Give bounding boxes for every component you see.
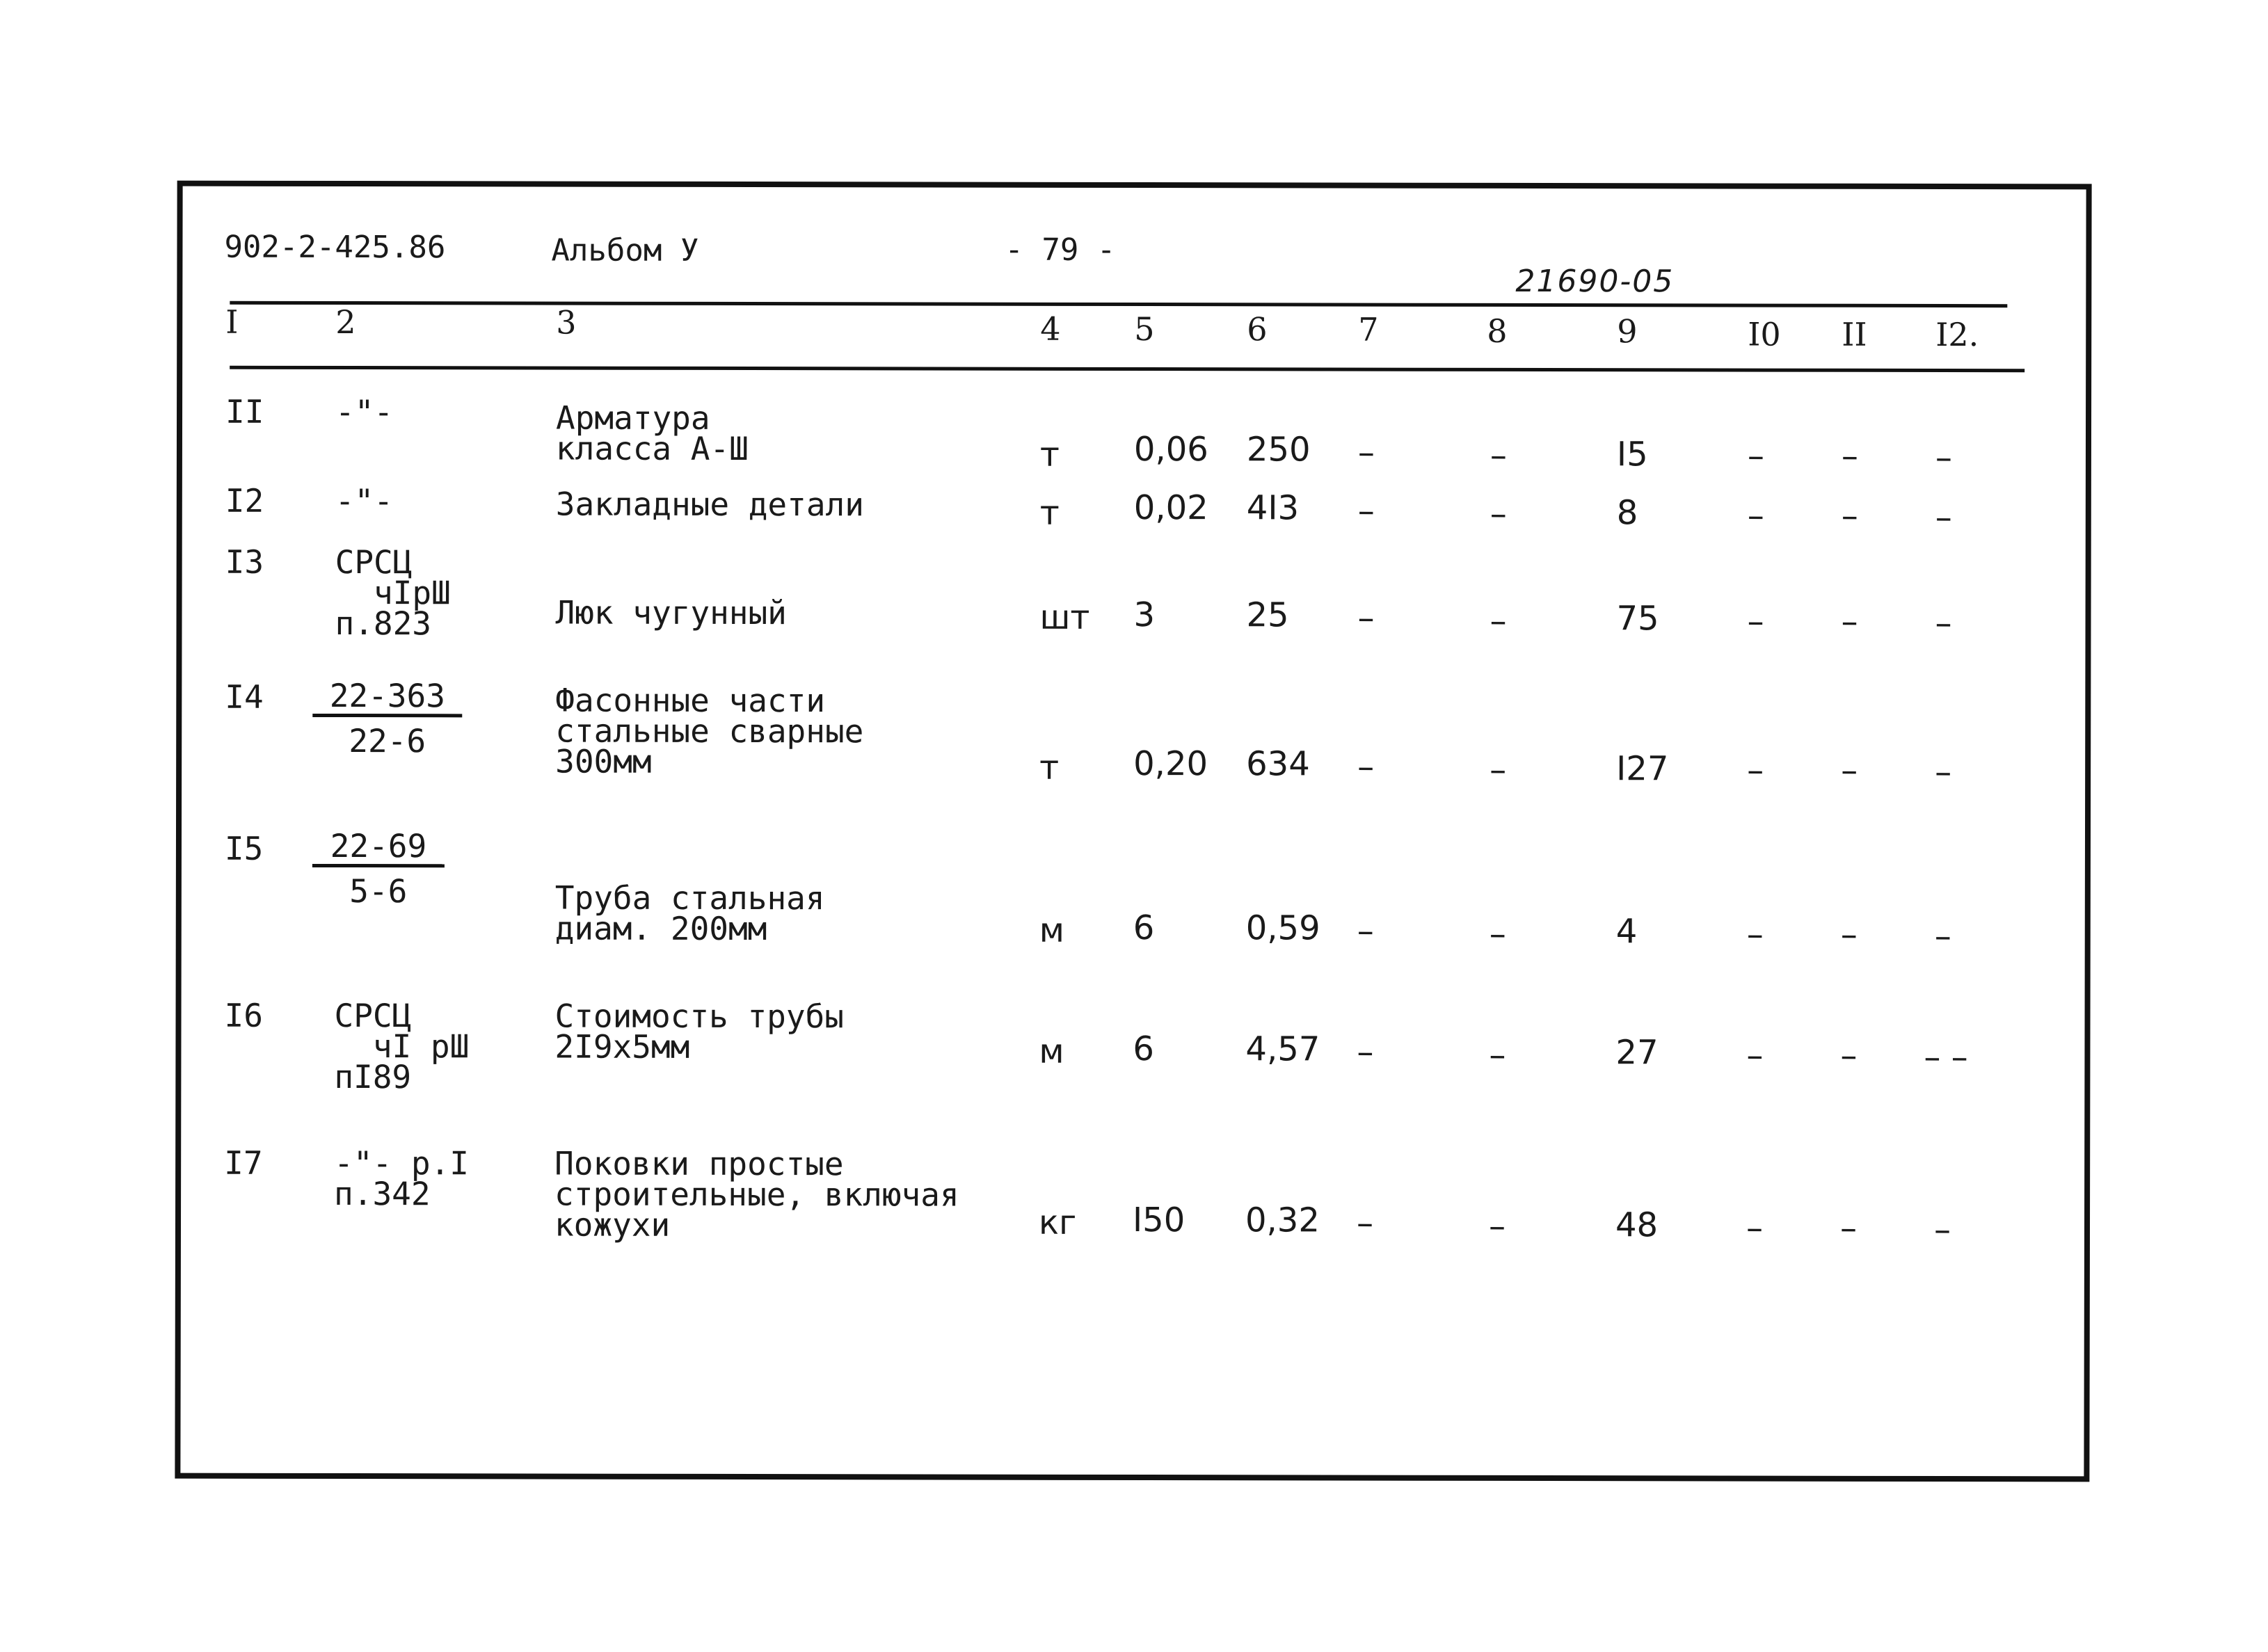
row-col5: I50 xyxy=(1132,1200,1185,1240)
row-col8: – xyxy=(1489,914,1506,954)
column-header-3: 3 xyxy=(556,303,577,342)
row-unit: т xyxy=(1039,493,1060,533)
row-unit: м xyxy=(1039,911,1065,950)
column-header-5: 5 xyxy=(1134,310,1155,348)
row-col9: 75 xyxy=(1616,599,1659,639)
row-col8: – xyxy=(1490,601,1507,641)
row-col5: 0,06 xyxy=(1133,430,1208,470)
column-header-1: I xyxy=(225,303,239,341)
row-col9: 27 xyxy=(1615,1033,1659,1073)
album-label: Альбом У xyxy=(551,232,699,268)
row-col12: – xyxy=(1935,604,1952,643)
column-header-7: 7 xyxy=(1358,310,1379,348)
row-col5: 6 xyxy=(1133,1029,1155,1069)
row-col5: 3 xyxy=(1133,595,1156,635)
row-col12: – – xyxy=(1924,1037,1968,1077)
row-col6: 4,57 xyxy=(1245,1029,1320,1069)
row-name: Люк чугунный xyxy=(555,593,787,632)
row-reference: -"- р.I п.342 xyxy=(334,1144,470,1213)
column-header-10: I0 xyxy=(1748,315,1781,353)
row-col11: – xyxy=(1839,1208,1858,1248)
row-col7: – xyxy=(1357,911,1374,951)
fraction-numerator: 22-363 xyxy=(312,680,462,717)
row-col11: – xyxy=(1840,1036,1858,1075)
row-col12: – xyxy=(1935,753,1952,792)
row-reference: СРСЦ чIрШ п.823 xyxy=(335,543,451,643)
row-unit: м xyxy=(1039,1032,1064,1071)
header-rule-bottom xyxy=(230,366,2025,373)
row-col6: 634 xyxy=(1246,744,1310,784)
row-col12: – xyxy=(1933,1210,1951,1250)
row-unit: т xyxy=(1039,435,1060,474)
row-col10: – xyxy=(1747,602,1764,641)
row-col11: – xyxy=(1841,751,1858,790)
row-unit: кг xyxy=(1038,1203,1077,1242)
row-name: Поковки простые строительные, включая кожухи xyxy=(554,1144,959,1244)
fraction-numerator: 22-69 xyxy=(312,831,445,867)
row-col11: – xyxy=(1841,496,1858,536)
page-number: - 79 - xyxy=(1005,232,1116,268)
row-col11: – xyxy=(1841,436,1858,476)
row-number: I2 xyxy=(225,481,264,520)
row-number: II xyxy=(225,392,264,431)
row-col9: 8 xyxy=(1616,493,1638,533)
row-col5: 6 xyxy=(1133,908,1155,948)
row-unit: шт xyxy=(1039,598,1090,637)
row-number: I6 xyxy=(224,996,263,1034)
row-col5: 0,20 xyxy=(1133,744,1208,784)
row-name: Труба стальная диам. 200мм xyxy=(554,879,825,948)
row-number: I3 xyxy=(225,543,264,581)
row-name: Фасонные части стальные сварные 300мм xyxy=(555,681,864,780)
row-col7: – xyxy=(1357,1032,1374,1072)
column-header-12: I2. xyxy=(1935,316,1979,354)
fraction-denominator: 5-6 xyxy=(349,872,408,911)
row-col12: – xyxy=(1934,917,1951,956)
row-reference-fraction xyxy=(312,826,445,911)
row-col8: – xyxy=(1490,494,1507,534)
column-header-4: 4 xyxy=(1040,310,1061,348)
row-col10: – xyxy=(1747,436,1764,476)
row-reference: СРСЦ чI рШ пI89 xyxy=(334,996,470,1096)
row-col10: – xyxy=(1747,751,1764,790)
row-col7: – xyxy=(1357,433,1375,472)
row-col5: 0,02 xyxy=(1133,488,1208,528)
column-header-6: 6 xyxy=(1247,310,1268,348)
column-header-9: 9 xyxy=(1617,312,1638,351)
row-col6: 0,32 xyxy=(1245,1201,1320,1240)
row-name: Закладные детали xyxy=(555,485,864,524)
row-reference: -"- xyxy=(335,481,393,520)
row-col8: – xyxy=(1490,750,1507,789)
row-col10: – xyxy=(1746,1036,1764,1075)
column-header-8: 8 xyxy=(1487,312,1508,350)
row-reference-fraction xyxy=(312,676,462,760)
row-col11: – xyxy=(1840,915,1858,954)
row-col8: – xyxy=(1489,1035,1506,1075)
row-col10: – xyxy=(1746,1208,1764,1248)
row-name: Арматура класса А-Ш xyxy=(555,399,749,468)
handwritten-stamp: 21690-05 xyxy=(1515,263,1675,300)
row-col8: – xyxy=(1488,1206,1506,1246)
row-col12: – xyxy=(1935,438,1952,478)
row-number: I7 xyxy=(224,1144,263,1182)
row-col7: – xyxy=(1357,598,1375,638)
row-col9: I5 xyxy=(1616,435,1648,474)
column-header-2: 2 xyxy=(335,303,356,342)
row-col6: 0,59 xyxy=(1245,908,1320,948)
row-col12: – xyxy=(1935,498,1952,538)
document-frame xyxy=(175,181,2091,1482)
row-number: I5 xyxy=(224,829,264,867)
row-col10: – xyxy=(1747,496,1764,536)
row-col7: – xyxy=(1356,1203,1374,1243)
row-number: I4 xyxy=(225,677,264,716)
row-col9: 4 xyxy=(1615,912,1638,952)
row-unit: т xyxy=(1039,748,1060,787)
row-col7: – xyxy=(1357,491,1375,531)
header-rule-top xyxy=(230,301,2007,307)
row-col6: 250 xyxy=(1246,430,1311,470)
row-col10: – xyxy=(1746,915,1764,954)
row-col9: 48 xyxy=(1615,1205,1659,1245)
row-col9: I27 xyxy=(1616,749,1669,789)
row-col6: 25 xyxy=(1246,595,1289,635)
row-name: Стоимость трубы 2I9х5мм xyxy=(554,997,845,1066)
document-code: 902-2-425.86 xyxy=(224,229,446,266)
row-col8: – xyxy=(1490,435,1507,475)
fraction-denominator: 22-6 xyxy=(349,722,426,760)
row-col6: 4I3 xyxy=(1246,488,1300,528)
row-reference: -"- xyxy=(335,392,394,431)
row-col7: – xyxy=(1357,747,1375,787)
row-col11: – xyxy=(1841,602,1858,641)
column-header-11: II xyxy=(1842,315,1867,353)
